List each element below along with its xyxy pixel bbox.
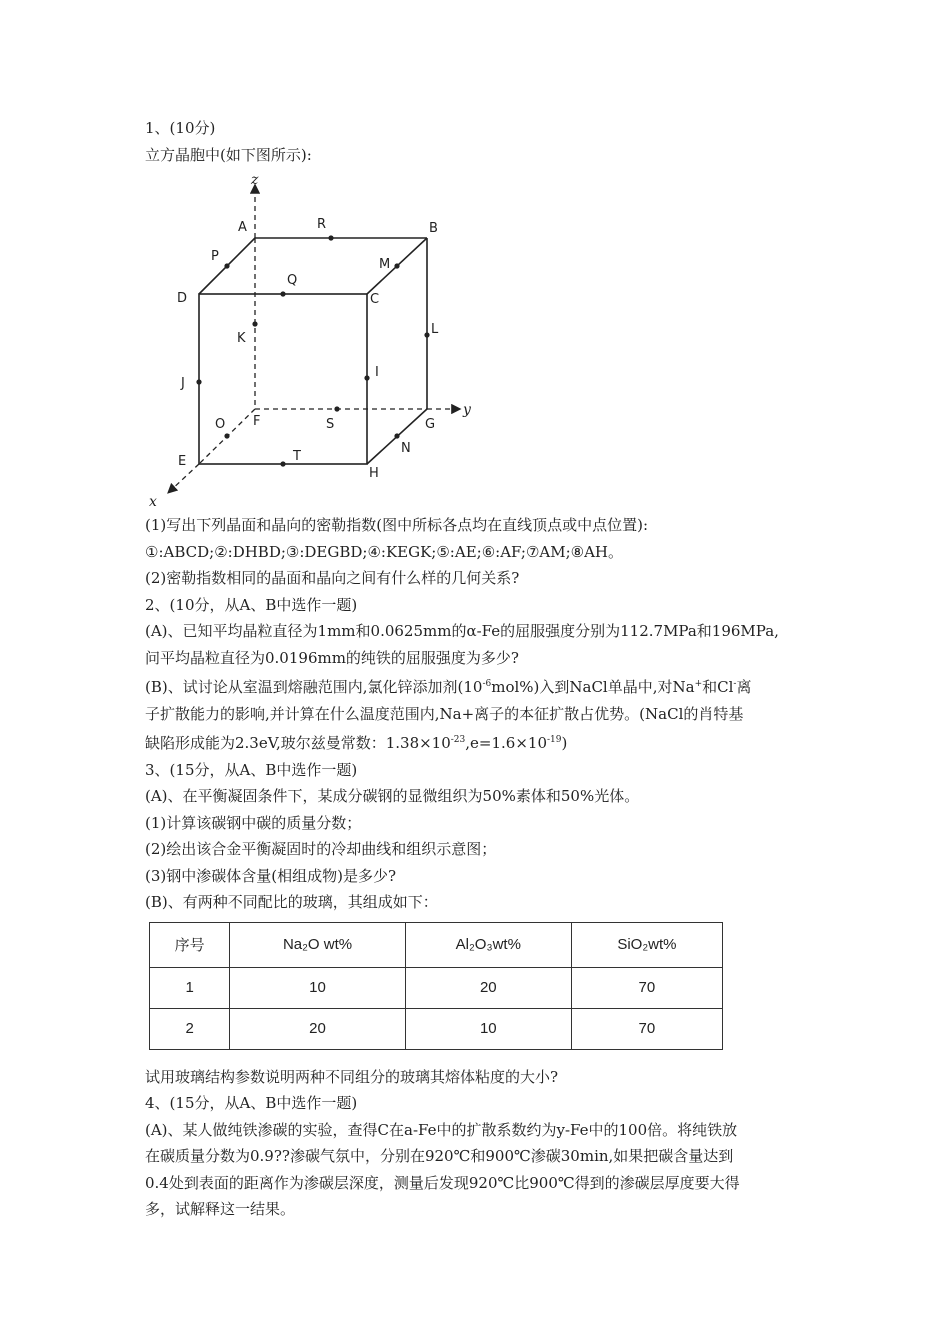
- table-row: [150, 1008, 723, 1049]
- q1-intro: 立方晶胞中(如下图所示):: [145, 145, 312, 164]
- q4-heading: 4、(15分，从A、B中选作一题): [145, 1094, 358, 1112]
- point-T: [280, 461, 285, 466]
- q3-a1: (1)计算该碳钢中碳的质量分数；: [145, 813, 362, 832]
- q2-heading: 2、(10分，从A、B中选作一题): [145, 595, 358, 614]
- label-A: A: [238, 220, 247, 235]
- q2-b-line1-sup2: +: [694, 679, 703, 689]
- q1-sub2: (2)密勒指数相同的晶面和晶向之间有什么样的几何关系?: [145, 569, 520, 587]
- table-header: Al₂O₃wt%: [405, 922, 571, 967]
- q3-heading: 3、(15分，从A、B中选作一题): [145, 760, 358, 779]
- q3-question: 试用玻璃结构参数说明两种不同组分的玻璃其熔体粘度的大小?: [145, 1067, 559, 1086]
- point-L: [424, 332, 429, 337]
- axis-label-x: x: [149, 494, 157, 510]
- point-K: [252, 321, 257, 326]
- q3-a-intro: (A)、在平衡凝固条件下，某成分碳钢的显微组织为50%素体和50%光体。: [145, 787, 640, 805]
- q2-b-line1: [145, 671, 815, 701]
- axis-label-y: y: [463, 402, 471, 418]
- table-header: SiO₂wt%: [571, 922, 722, 967]
- q1-sub1: (1)写出下列晶面和晶向的密勒指数(图中所标各点均在直线顶点或中点位置):: [145, 516, 649, 534]
- q2-b-line3-pre: 缺陷形成能为2.3eV,玻尔兹曼常数：1.38×10: [145, 734, 451, 752]
- q4-a-line1: (A)、某人做纯铁渗碳的实验，查得C在a-Fe中的扩散系数约为y-Fe中的100倍。将纯铁放: [145, 1120, 738, 1139]
- label-G: G: [425, 417, 436, 432]
- label-H: H: [369, 466, 379, 481]
- q2-b-line2: 子扩散能力的影响,并计算在什么温度范围内,Na+离子的本征扩散占优势。(NaCl的肖特基: [145, 704, 744, 723]
- cube-diagram: [141, 172, 481, 512]
- point-J: [196, 379, 201, 384]
- point-O: [224, 433, 229, 438]
- q2-b-line3-post: ): [561, 734, 568, 752]
- table-row: [150, 967, 723, 1008]
- label-S: S: [326, 417, 335, 432]
- glass-composition-table: [149, 922, 723, 1050]
- q4-a-line4: 多，试解释这一结果。: [145, 1200, 296, 1218]
- label-O: O: [215, 417, 226, 432]
- q2-b-line1-mid2: 和Cl: [702, 678, 734, 696]
- table-cell: 20: [405, 967, 571, 1008]
- table-header-row: [150, 922, 723, 967]
- label-K: K: [237, 331, 246, 346]
- table-header: 序号: [150, 922, 230, 967]
- label-P: P: [211, 249, 219, 264]
- label-I: I: [375, 365, 379, 380]
- table-cell: 70: [571, 967, 722, 1008]
- table-cell: 10: [230, 967, 405, 1008]
- label-L: L: [431, 322, 439, 337]
- label-F: F: [253, 414, 261, 429]
- q1-heading: 1、(10分): [145, 119, 216, 137]
- q2-b-line1-exp: -6: [482, 679, 492, 689]
- q2-b-line1-pre: (B)、试讨论从室温到熔融范围内,氯化锌添加剂(10: [145, 678, 483, 696]
- label-Q: Q: [287, 273, 298, 288]
- table-cell: 2: [150, 1008, 230, 1049]
- q2-b-line3-exp1: -23: [450, 735, 466, 745]
- q4-a-line2: 在碳质量分数为0.9??渗碳气氛中，分别在920℃和900℃渗碳30min,如果把碳含量达到: [145, 1147, 734, 1165]
- q2-b-line3-exp2: -19: [547, 735, 562, 745]
- q2-b-line1-mid: mol%)入到NaCl单晶中,对Na: [491, 678, 695, 696]
- document-content: [145, 115, 815, 1223]
- q4-a-line3: 0.4处到表面的距离作为渗碳层深度，测量后发现920℃比900℃得到的渗碳层厚度要大得: [145, 1173, 740, 1192]
- label-C: C: [370, 292, 380, 307]
- label-M: M: [379, 257, 391, 272]
- q2-b-line3-mid: ,e=1.6×10: [465, 734, 547, 752]
- front-face: [199, 294, 367, 464]
- q2-a-line2: 问平均晶粒直径为0.0196mm的纯铁的屈服强度为多少?: [145, 648, 519, 667]
- q2-b-line1-post: 离: [736, 678, 752, 696]
- q3-a2: (2)绘出该合金平衡凝固时的冷却曲线和组织示意图；: [145, 840, 497, 858]
- table-cell: 1: [150, 967, 230, 1008]
- q3-a3: (3)钢中渗碳体含量(相组成物)是多少?: [145, 866, 396, 885]
- label-J: J: [181, 376, 185, 391]
- label-R: R: [317, 217, 327, 232]
- point-S: [334, 406, 339, 411]
- table-cell: 20: [230, 1008, 405, 1049]
- label-E: E: [178, 454, 187, 469]
- label-T: T: [293, 449, 301, 464]
- point-M: [394, 263, 399, 268]
- table-cell: 70: [571, 1008, 722, 1049]
- label-N: N: [401, 441, 411, 456]
- cubic-cell-figure: [141, 172, 481, 512]
- q3-b-intro: (B)、有两种不同配比的玻璃，其组成如下：: [145, 893, 438, 911]
- point-P: [224, 263, 229, 268]
- point-Q: [280, 291, 285, 296]
- point-R: [328, 235, 333, 240]
- point-I: [364, 375, 369, 380]
- q2-b-line1-sup3: -: [733, 679, 737, 689]
- label-B: B: [429, 221, 438, 236]
- axis-label-z: z: [251, 172, 259, 188]
- q2-b-line3: [145, 727, 815, 757]
- point-N: [394, 433, 399, 438]
- label-D: D: [177, 291, 188, 306]
- table-cell: 10: [405, 1008, 571, 1049]
- q2-a-line1: (A)、已知平均晶粒直径为1mm和0.0625mm的α-Fe的屈服强度分别为112.7MPa和196MPa,: [145, 622, 779, 640]
- q1-items: ①:ABCD;②:DHBD;③:DEGBD;④:KEGK;⑤:AE;⑥:AF;⑦AM;⑧AH。: [145, 542, 624, 561]
- table-header: Na₂O wt%: [230, 922, 405, 967]
